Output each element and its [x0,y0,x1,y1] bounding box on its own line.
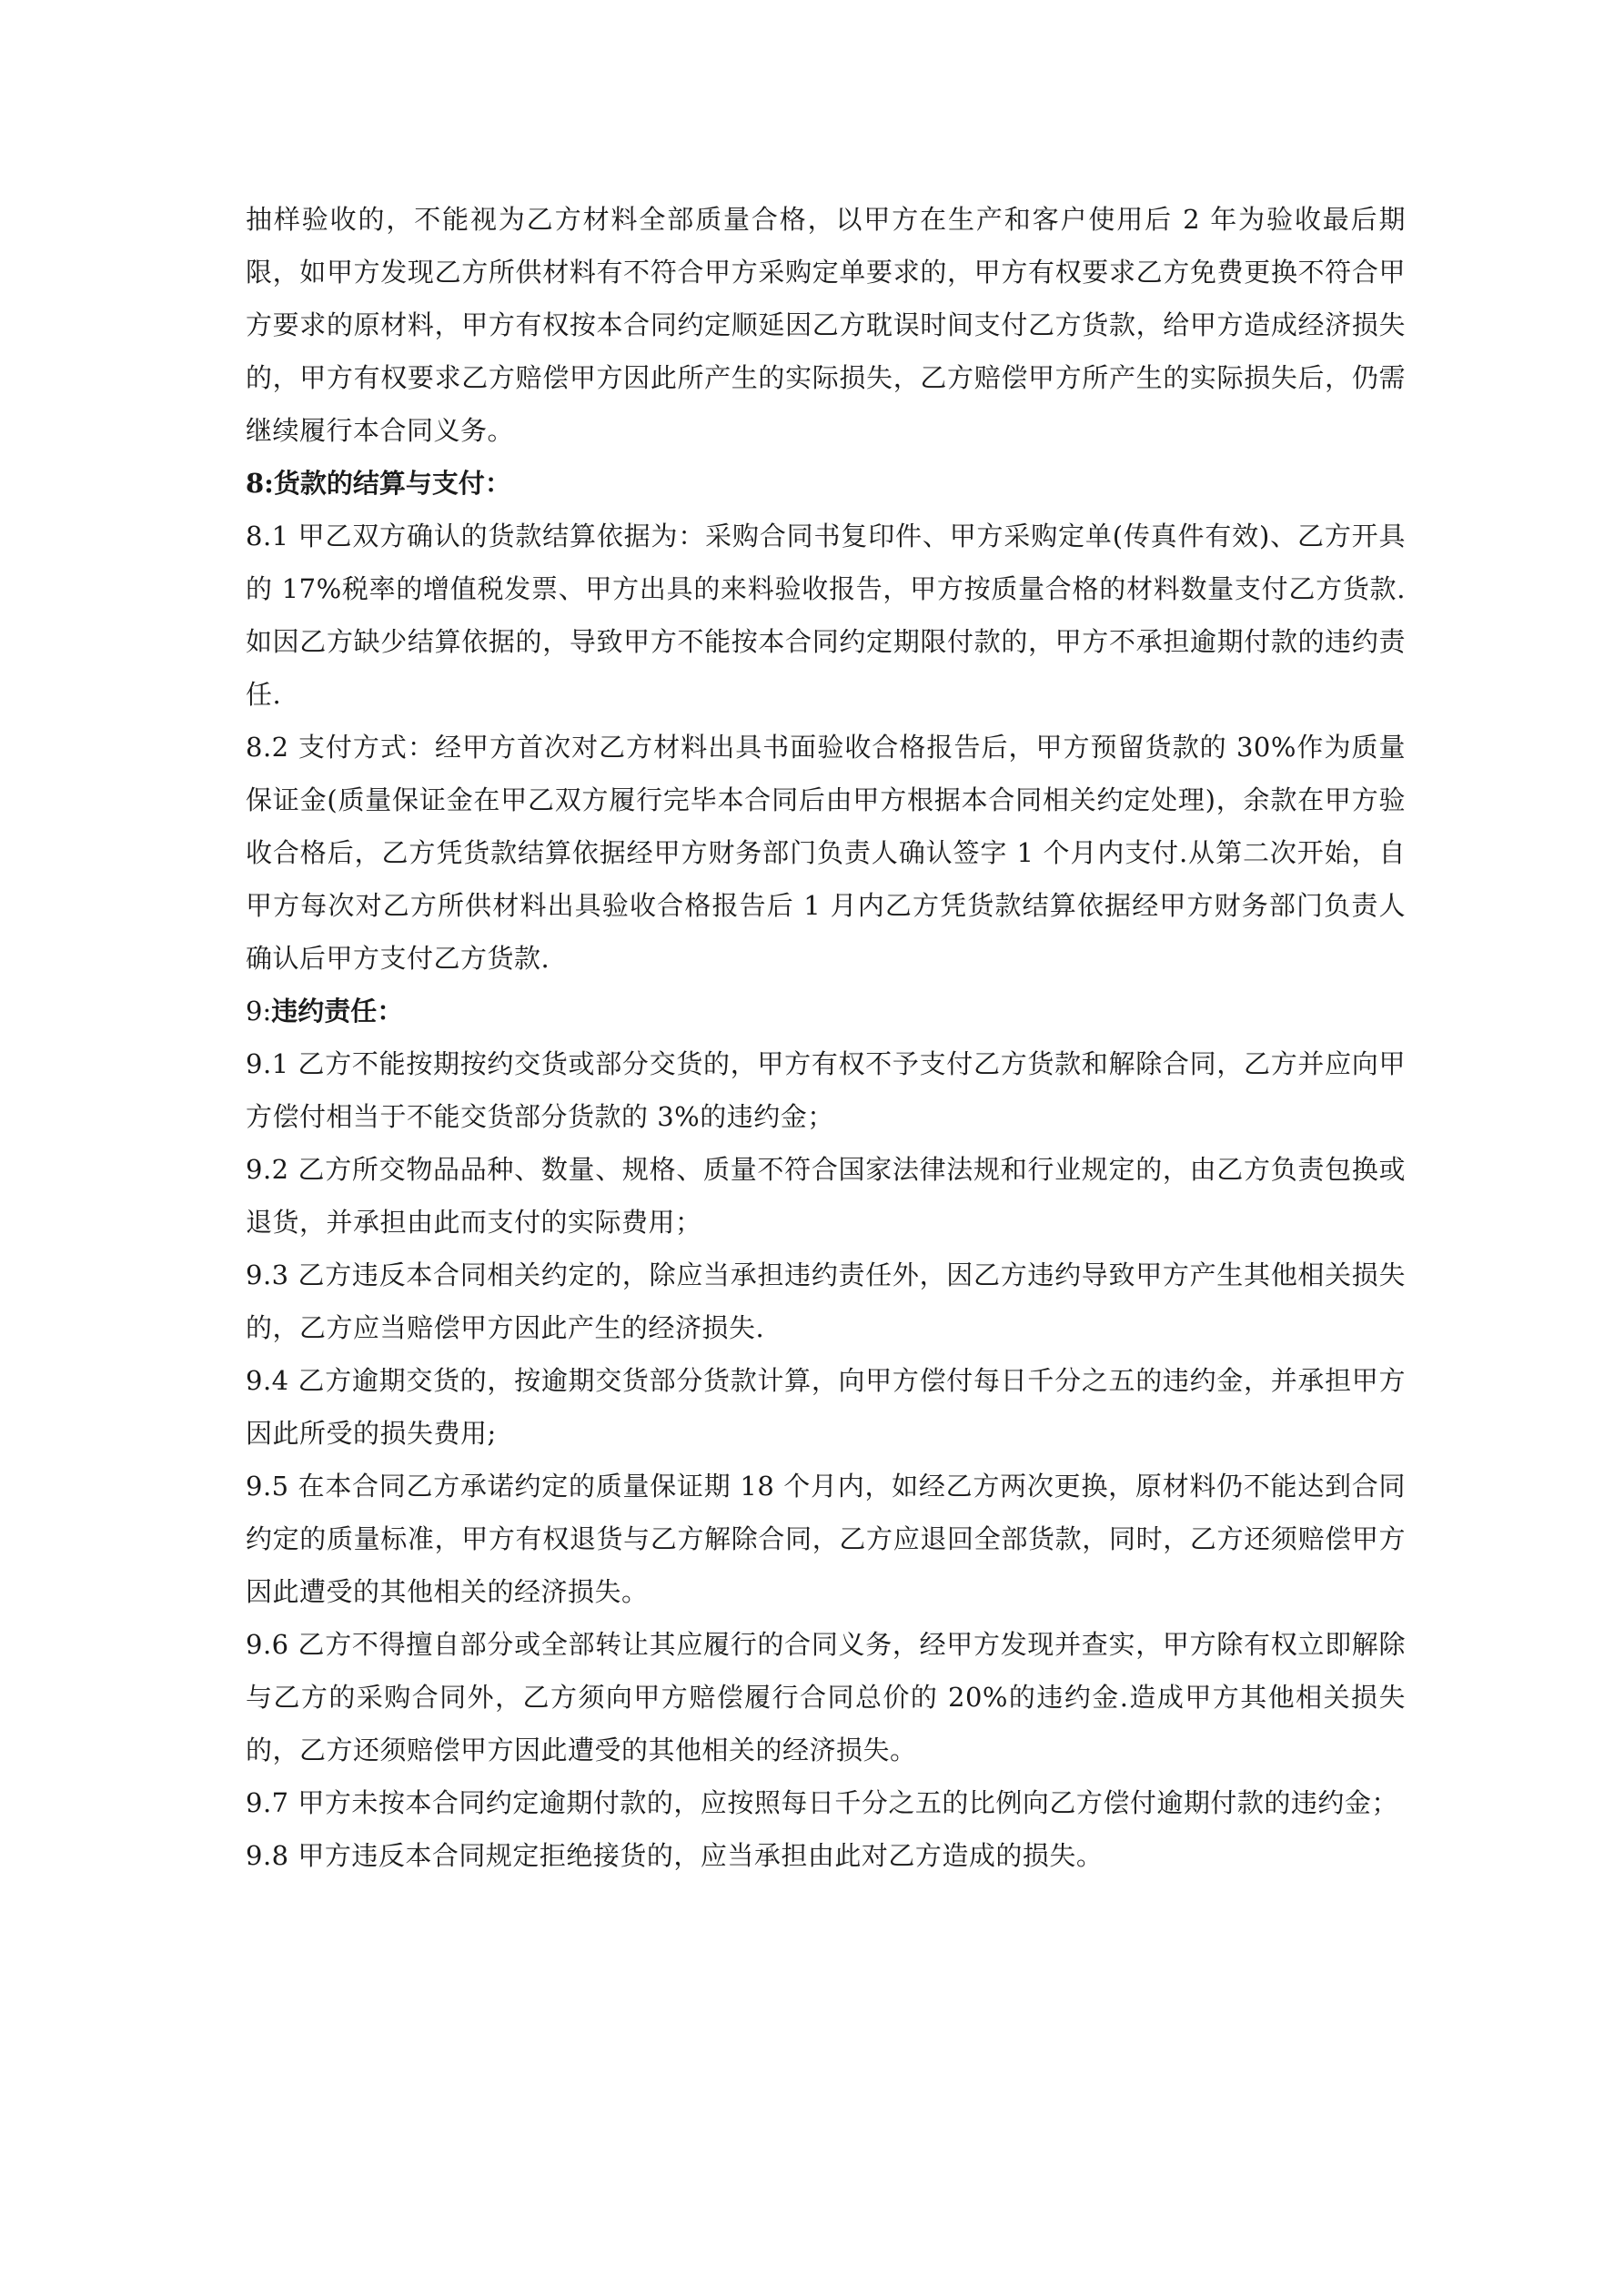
section-9-number: 9: [246,996,272,1027]
clause-9-1: 9.1 乙方不能按期按约交货或部分交货的，甲方有权不予支付乙方货款和解除合同，乙方并应向甲方偿付相当于不能交货部分货款的 3%的违约金； [246,1048,1406,1132]
section-9-title: 违约责任： [271,996,404,1027]
intro-paragraph: 抽样验收的，不能视为乙方材料全部质量合格，以甲方在生产和客户使用后 2 年为验收最后期限，如甲方发现乙方所供材料有不符合甲方采购定单要求的，甲方有权要求乙方免费更换不符合甲方要求的原材料，甲方有权按本合同约定顺延因乙方耽误时间支付乙方货款，给甲方造成经济损失的，甲方有权要求乙方赔偿甲方因此所产生的实际损失，乙方赔偿甲方所产生的实际损失后，仍需继续履行本合同义务。 [246,204,1406,446]
clause-9-6: 9.6 乙方不得擅自部分或全部转让其应履行的合同义务，经甲方发现并查实，甲方除有权立即解除与乙方的采购合同外，乙方须向甲方赔偿履行合同总价的 20%的违约金.造成甲方其他相关损失的，乙方还须赔偿甲方因此遭受的其他相关的经济损失。 [246,1629,1406,1765]
clause-9-5: 9.5 在本合同乙方承诺约定的质量保证期 18 个月内，如经乙方两次更换，原材料仍不能达到合同约定的质量标准，甲方有权退货与乙方解除合同，乙方应退回全部货款，同时，乙方还须赔偿甲方因此遭受的其他相关的经济损失。 [246,1471,1406,1607]
clause-9-2: 9.2 乙方所交物品品种、数量、规格、质量不符合国家法律法规和行业规定的，由乙方负责包换或退货，并承担由此而支付的实际费用； [246,1154,1406,1238]
clause-9-4: 9.4 乙方逾期交货的，按逾期交货部分货款计算，向甲方偿付每日千分之五的违约金，并承担甲方因此所受的损失费用; [246,1365,1406,1449]
document-page [246,193,1406,1882]
clause-8-2: 8.2 支付方式：经甲方首次对乙方材料出具书面验收合格报告后，甲方预留货款的 30%作为质量保证金(质量保证金在甲乙双方履行完毕本合同后由甲方根据本合同相关约定处理)，余款在甲方验收合格后，乙方凭货款结算依据经甲方财务部门负责人确认签字 1 个月内支付.从第二次开始，自甲方每次对乙方所供材料出具验收合格报告后 1 月内乙方凭货款结算依据经甲方财务部门负责人确认后甲方支付乙方货款. [246,732,1406,974]
section-8-heading: 8:货款的结算与支付： [246,468,511,499]
clause-8-1: 8.1 甲乙双方确认的货款结算依据为：采购合同书复印件、甲方采购定单(传真件有效)、乙方开具的 17%税率的增值税发票、甲方出具的来料验收报告，甲方按质量合格的材料数量支付乙方货款.如因乙方缺少结算依据的，导致甲方不能按本合同约定期限付款的，甲方不承担逾期付款的违约责任. [246,521,1406,710]
section-9-heading [246,985,1406,1037]
clause-9-3: 9.3 乙方违反本合同相关约定的，除应当承担违约责任外，因乙方违约导致甲方产生其他相关损失的，乙方应当赔偿甲方因此产生的经济损失. [246,1259,1406,1343]
clause-9-7: 9.7 甲方未按本合同约定逾期付款的，应按照每日千分之五的比例向乙方偿付逾期付款的违约金； [246,1787,1398,1818]
clause-9-8: 9.8 甲方违反本合同规定拒绝接货的，应当承担由此对乙方造成的损失。 [246,1840,1104,1871]
